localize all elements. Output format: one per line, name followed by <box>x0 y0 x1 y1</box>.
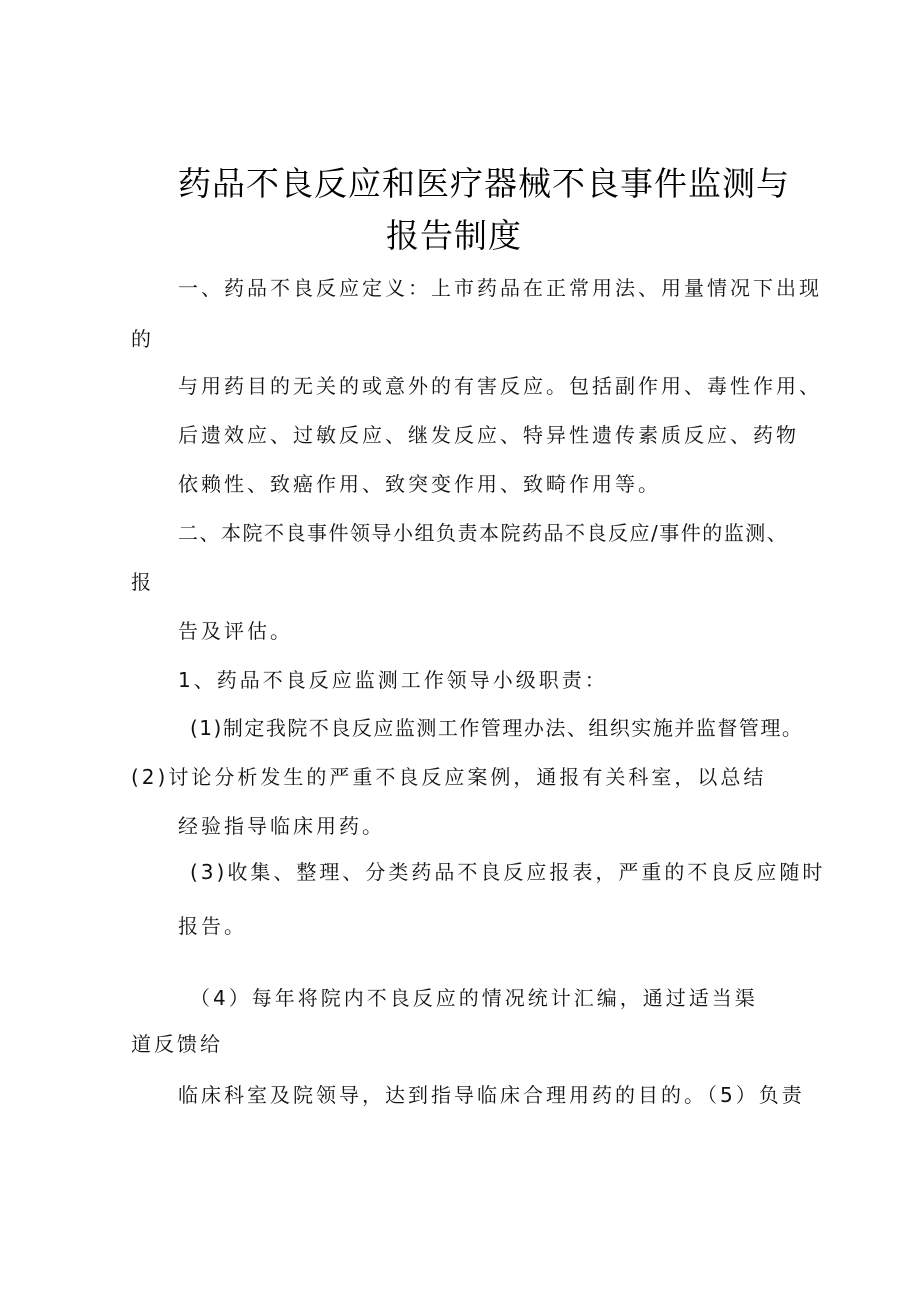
paragraph-line: 告及评估。 <box>178 619 293 643</box>
paragraph-line: 报 <box>131 570 154 594</box>
paragraph-line: 二、本院不良事件领导小组负责本院药品不良反应/事件的监测、 <box>178 521 789 545</box>
list-item: (3)收集、整理、分类药品不良反应报表，严重的不良反应随时 <box>190 860 826 884</box>
list-item: (2)讨论分析发生的严重不良反应案例，通报有关科室，以总结 <box>131 765 767 789</box>
document-title-line-1: 药品不良反应和医疗器械不良事件监测与 <box>178 164 790 203</box>
document-title-line-2: 报告制度 <box>386 216 522 255</box>
paragraph-line: 道反馈给 <box>131 1032 223 1056</box>
paragraph-line: 与用药目的无关的或意外的有害反应。包括副作用、毒性作用、 <box>178 374 822 398</box>
paragraph-line: 一、药品不良反应定义：上市药品在正常用法、用量情况下出现 <box>178 276 822 300</box>
paragraph-line: 报告。 <box>178 914 247 938</box>
list-item: (1)制定我院不良反应监测工作管理办法、组织实施并监督管理。 <box>190 716 804 740</box>
section-heading: 1、药品不良反应监测工作领导小级职责： <box>178 668 608 692</box>
paragraph-line: 依赖性、致癌作用、致突变作用、致畸作用等。 <box>178 472 661 496</box>
paragraph-line: 后遗效应、过敏反应、继发反应、特异性遗传素质反应、药物 <box>178 423 799 447</box>
list-item: （4）每年将院内不良反应的情况统计汇编，通过适当渠 <box>190 986 758 1010</box>
paragraph-line: 临床科室及院领导，达到指导临床合理用药的目的。（5）负责 <box>178 1083 805 1107</box>
paragraph-line: 的 <box>131 327 154 351</box>
paragraph-line: 经验指导临床用药。 <box>178 814 385 838</box>
